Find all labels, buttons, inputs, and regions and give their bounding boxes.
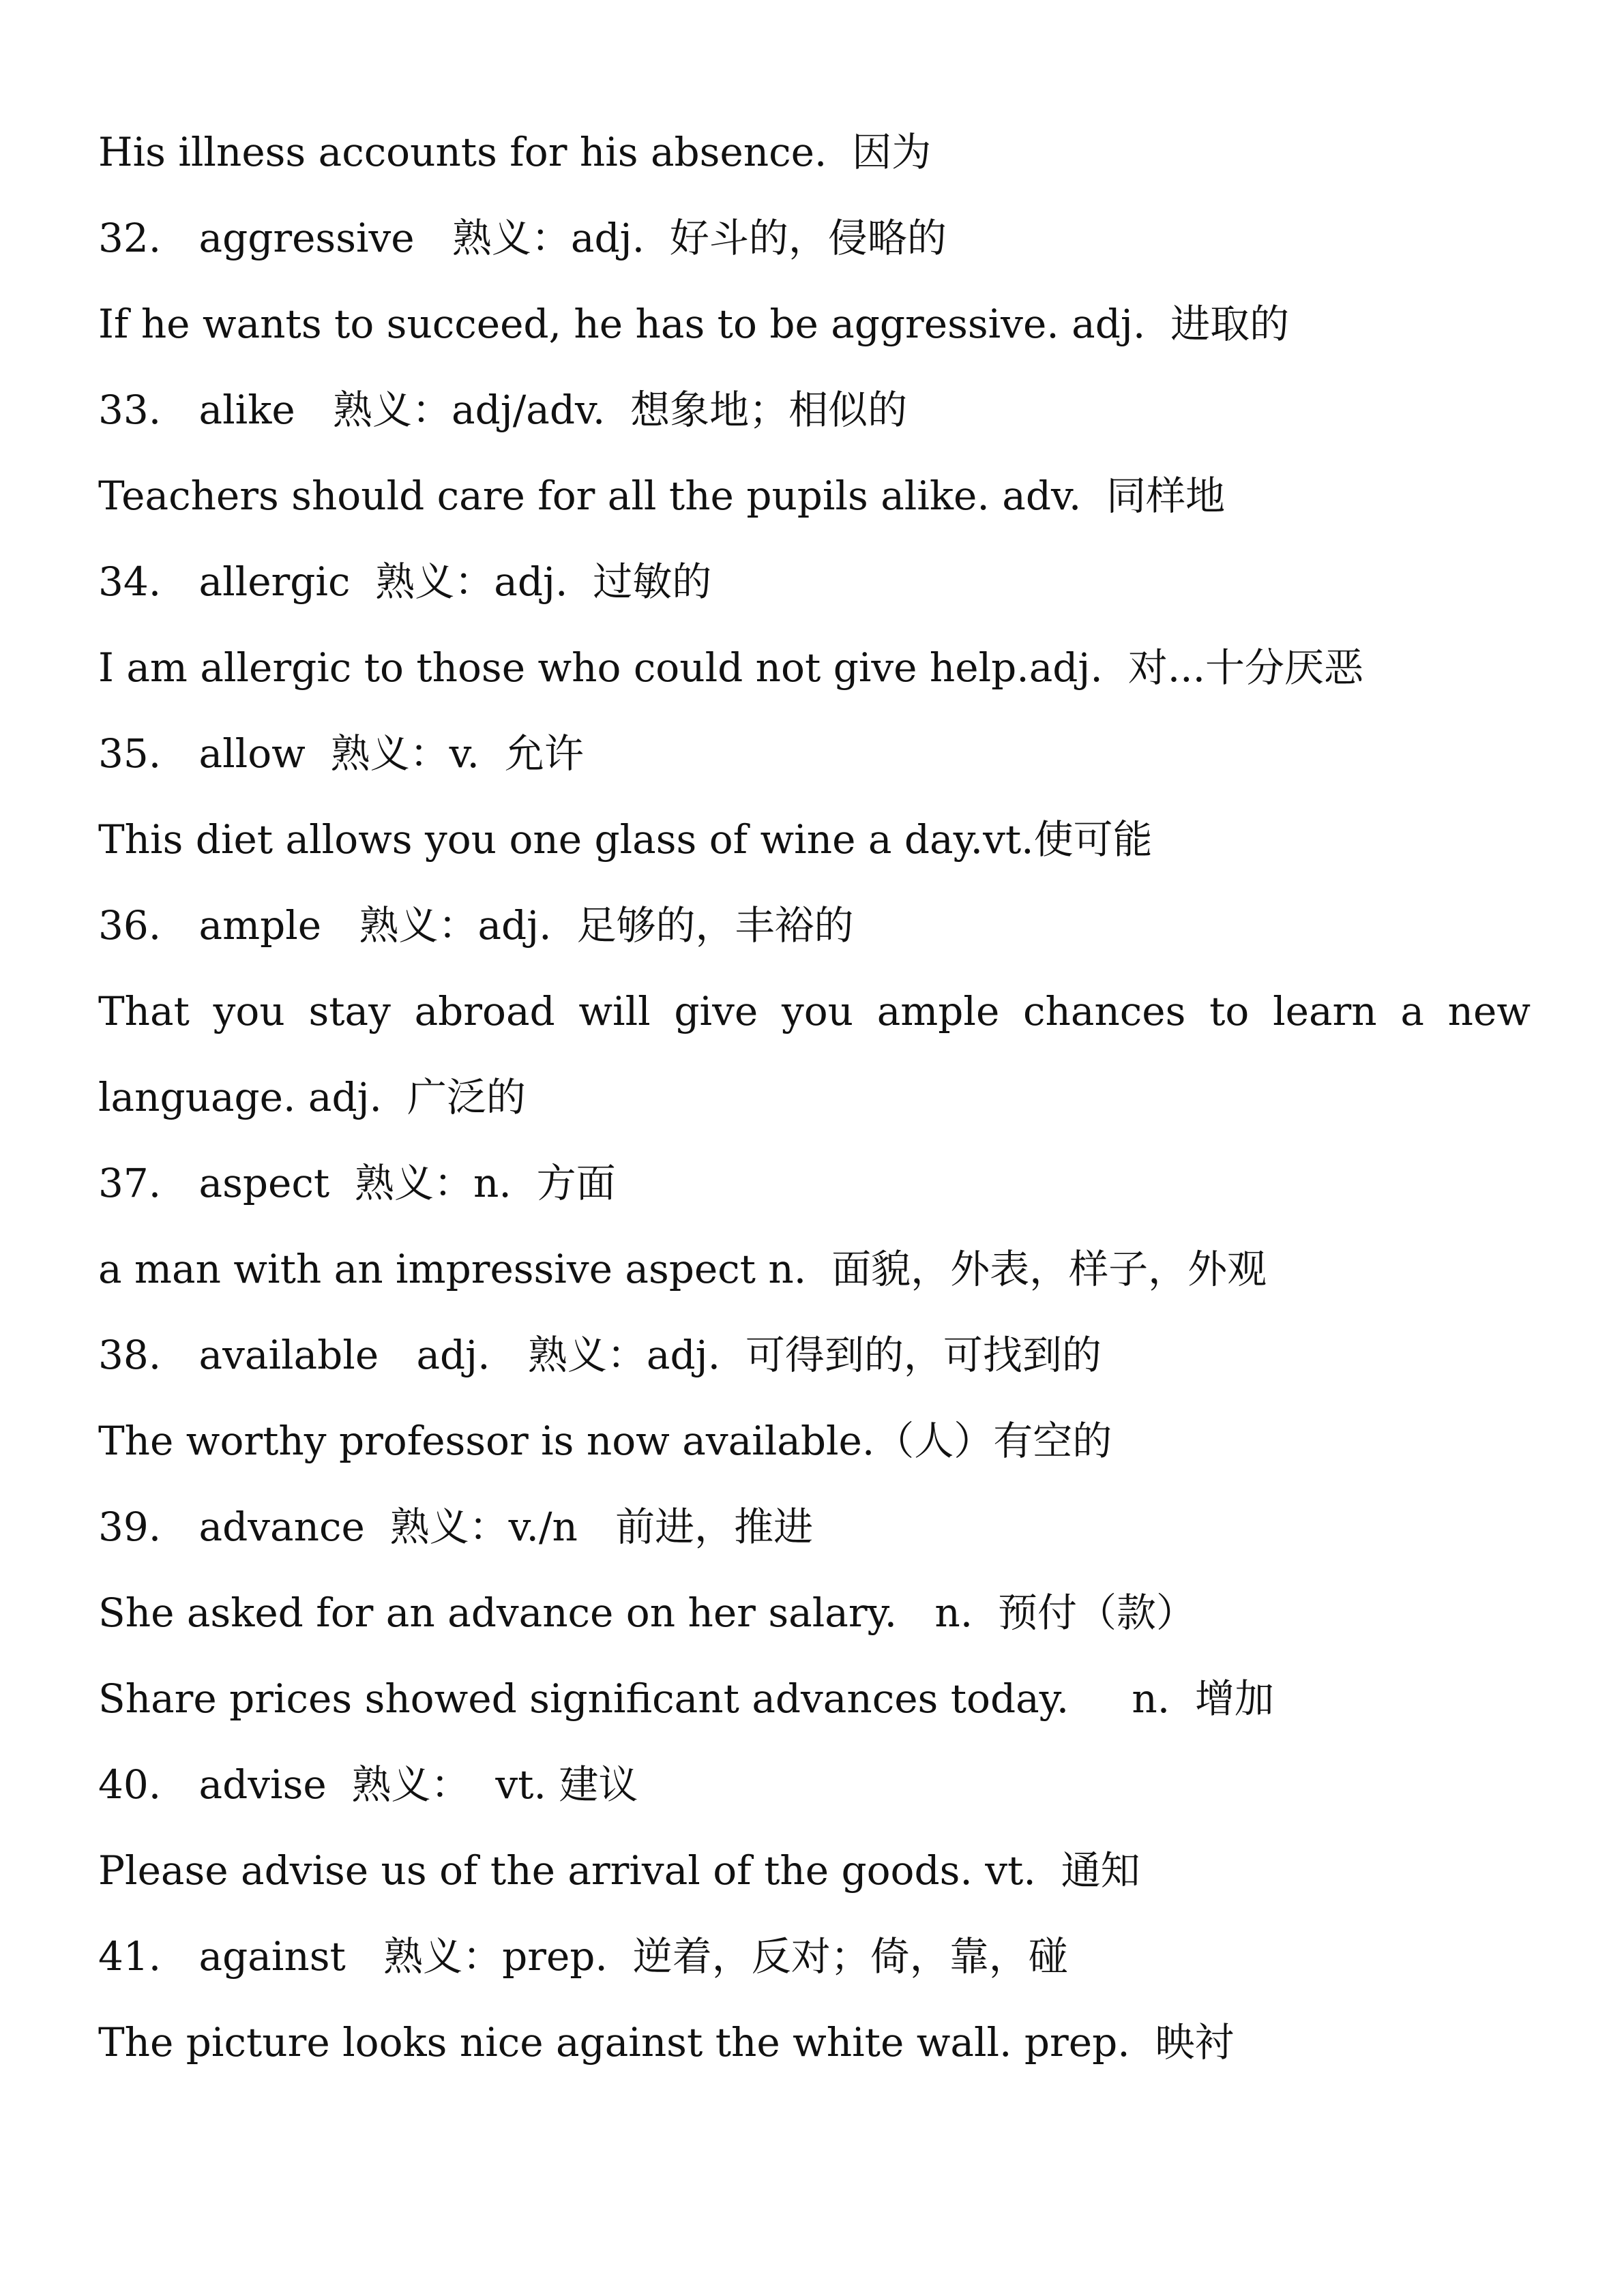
example-sentence-aggressive: If he wants to succeed, he has to be aggressive. adj. 进取的 — [98, 301, 1290, 347]
entry-33-alike: 33. alike 熟义：adj/adv. 想象地；相似的 — [98, 387, 908, 433]
entry-36-ample: 36. ample 熟义：adj. 足够的，丰裕的 — [98, 902, 854, 949]
entry-35-allow: 35. allow 熟义：v. 允许 — [98, 730, 584, 777]
entry-38-available: 38. available adj. 熟义：adj. 可得到的，可找到的 — [98, 1332, 1102, 1378]
example-sentence-allow: This diet allows you one glass of wine a day.vt.使可能 — [98, 816, 1153, 863]
entry-37-aspect: 37. aspect 熟义：n. 方面 — [98, 1160, 616, 1206]
entry-39-advance: 39. advance 熟义：v./n 前进，推进 — [98, 1504, 814, 1550]
example-sentence-alike: Teachers should care for all the pupils alike. adv. 同样地 — [98, 473, 1226, 519]
example-sentence-allergic: I am allergic to those who could not give help.adj. 对...十分厌恶 — [98, 644, 1364, 691]
example-sentence-advance-2: Share prices showed significant advances today. n. 增加 — [98, 1675, 1275, 1722]
example-sentence-account: His illness accounts for his absence. 因为 — [98, 129, 932, 175]
entry-41-against: 41. against 熟义：prep. 逆着，反对；倚，靠，碰 — [98, 1933, 1068, 1980]
example-sentence-advise: Please advise us of the arrival of the goods. vt. 通知 — [98, 1847, 1140, 1894]
entry-40-advise: 40. advise 熟义： vt. 建议 — [98, 1761, 638, 1808]
example-sentence-aspect: a man with an impressive aspect n. 面貌，外表，样子，外观 — [98, 1246, 1267, 1292]
example-sentence-ample-part2: language. adj. 广泛的 — [98, 1074, 526, 1120]
example-sentence-available: The worthy professor is now available.（人）有空的 — [98, 1418, 1112, 1464]
entry-34-allergic: 34. allergic 熟义：adj. 过敏的 — [98, 558, 712, 605]
example-sentence-advance-1: She asked for an advance on her salary. n. 预付（款） — [98, 1590, 1196, 1636]
example-sentence-against: The picture looks nice against the white wall. prep. 映衬 — [98, 2019, 1235, 2066]
entry-32-aggressive: 32. aggressive 熟义：adj. 好斗的，侵略的 — [98, 215, 947, 261]
vocabulary-list — [98, 109, 1531, 2085]
example-sentence-ample-part1: That you stay abroad will give you ample chances to learn a new — [98, 988, 1531, 1034]
